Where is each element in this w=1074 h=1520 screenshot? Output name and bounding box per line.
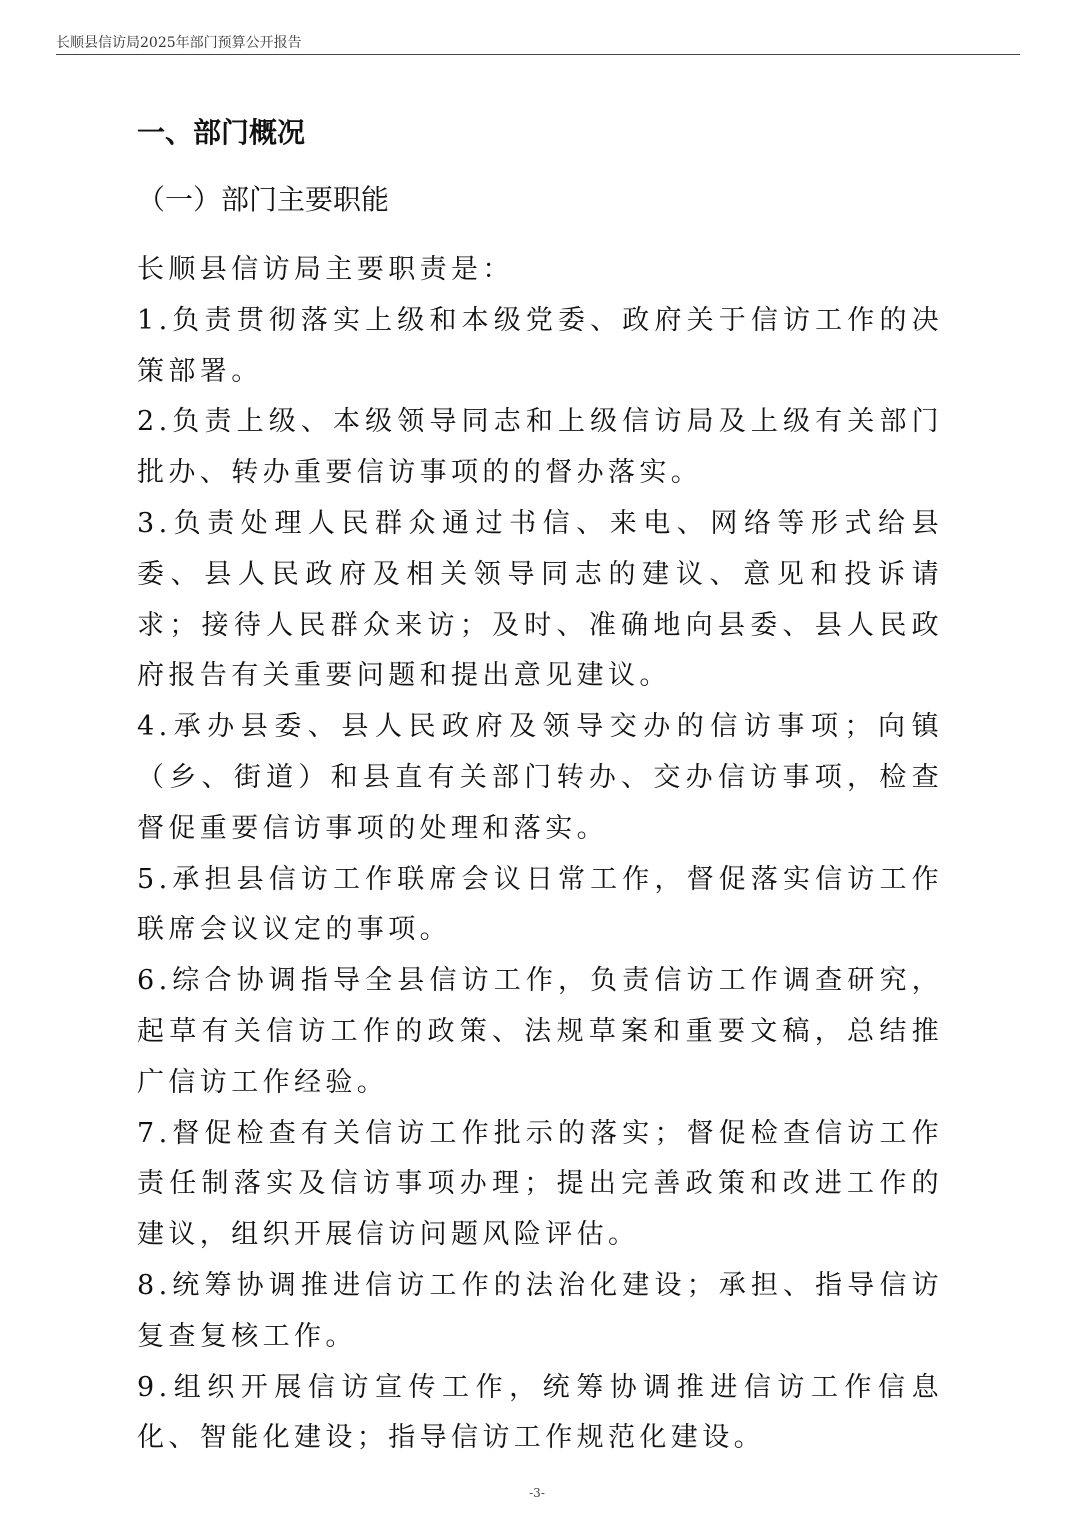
page-number: -3- — [529, 1486, 545, 1500]
duty-item-6: 6.综合协调指导全县信访工作，负责信访工作调查研究，起草有关信访工作的政策、法规草案和重要文稿，总结推广信访工作经验。 — [137, 965, 943, 1098]
duty-item-9: 9.组织开展信访宣传工作，统筹协调推进信访工作信息化、智能化建设；指导信访工作规范化建设。 — [137, 1371, 943, 1454]
duty-item-4: 4.承办县委、县人民政府及领导交办的信访事项；向镇（乡、街道）和县直有关部门转办、交办信访事项，检查督促重要信访事项的处理和落实。 — [137, 711, 943, 844]
duty-item-5: 5.承担县信访工作联席会议日常工作，督促落实信访工作联席会议议定的事项。 — [137, 863, 943, 946]
duty-item-8: 8.统筹协调推进信访工作的法治化建设；承担、指导信访复查复核工作。 — [137, 1269, 943, 1352]
header-rule — [56, 54, 1020, 55]
section-subheading: （一）部门主要职能 — [137, 183, 390, 216]
running-header: 长顺县信访局2025年部门预算公开报告 — [56, 35, 302, 51]
body-text — [137, 245, 943, 1464]
duty-item-1: 1.负责贯彻落实上级和本级党委、政府关于信访工作的决策部署。 — [137, 304, 943, 387]
duty-item-3: 3.负责处理人民群众通过书信、来电、网络等形式给县委、县人民政府及相关领导同志的建议、意见和投诉请求；接待人民群众来访；及时、准确地向县委、县人民政府报告有关重要问题和提出意见建议。 — [137, 507, 943, 692]
intro-paragraph: 长顺县信访局主要职责是： — [137, 254, 514, 285]
section-heading: 一、部门概况 — [137, 116, 306, 149]
duty-item-2: 2.负责上级、本级领导同志和上级信访局及上级有关部门批办、转办重要信访事项的的督办落实。 — [137, 406, 943, 489]
duty-item-7: 7.督促检查有关信访工作批示的落实；督促检查信访工作责任制落实及信访事项办理；提出完善政策和改进工作的建议，组织开展信访问题风险评估。 — [137, 1117, 943, 1251]
